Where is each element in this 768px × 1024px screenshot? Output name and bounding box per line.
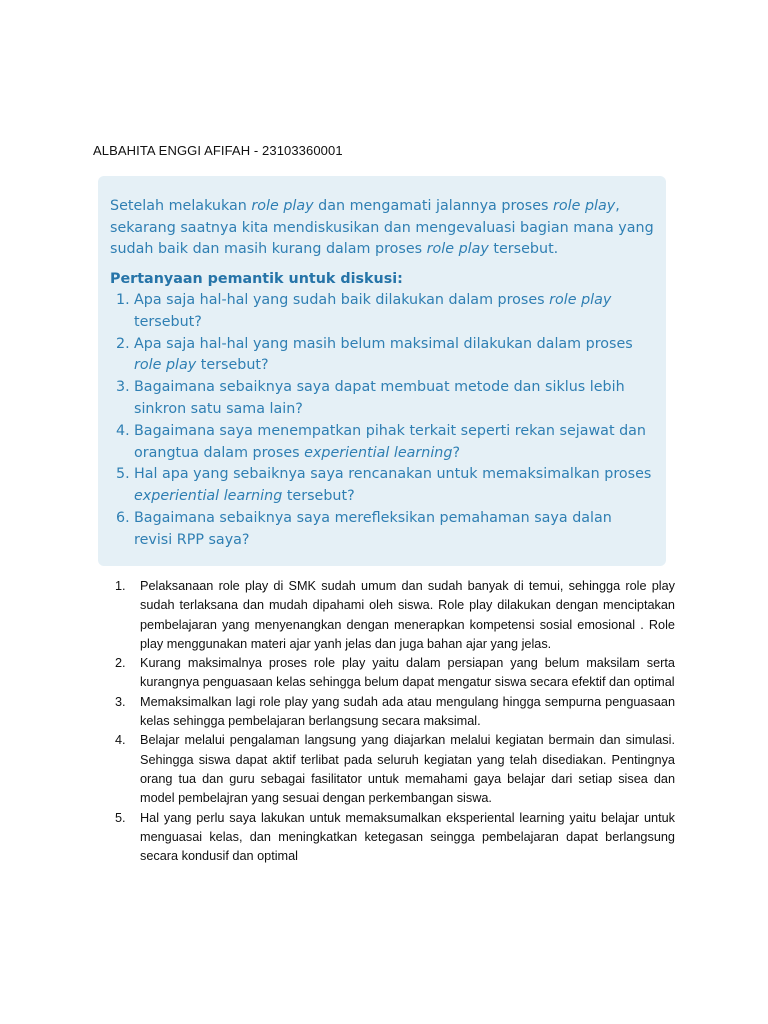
answer-number: 5. bbox=[115, 810, 126, 825]
prompt-intro bbox=[110, 196, 654, 261]
answer-item bbox=[115, 809, 675, 867]
question-number: 6. bbox=[116, 509, 130, 526]
question-number: 5. bbox=[116, 466, 130, 483]
answer-item bbox=[115, 731, 675, 808]
answer-text: Kurang maksimalnya proses role play yaitu dalam persiapan yang belum maksilam serta kurangnya penguasaan kelas sehingga belum dapat mengatur siswa secara efektif dan optimal bbox=[140, 656, 675, 690]
text-run: Apa saja hal-hal yang masih belum maksimal dilakukan dalam proses bbox=[134, 335, 633, 352]
italic-term: role play bbox=[426, 241, 489, 257]
answer-text: Pelaksanaan role play di SMK sudah umum dan sudah banyak di temui, sehingga role play sudah terlaksana dan mudah dipahami oleh siswa. Role play dilakukan dengan menciptakan pembelajaran yang menyenangkan dengan menerapkan kompetensi sosial emosional . Role play menggunakan materi ajar yanh jelas dan juga bahan ajar yang jelas. bbox=[140, 579, 675, 651]
questions-title: Pertanyaan pemantik untuk diskusi: bbox=[110, 270, 403, 287]
question-number: 4. bbox=[116, 422, 130, 439]
question-text bbox=[134, 423, 646, 461]
question-number: 2. bbox=[116, 335, 130, 352]
italic-term: role play bbox=[134, 357, 197, 374]
question-item bbox=[110, 464, 654, 508]
text-run: Bagaimana sebaiknya saya merefleksikan pemahaman saya dalan revisi RPP saya? bbox=[134, 509, 612, 548]
answer-text: Memaksimalkan lagi role play yang sudah ada atau mengulang hingga sempurna penguasaan kelas sehingga pembelajaran berlangsung secara maksimal. bbox=[140, 694, 675, 729]
answer-text: Belajar melalui pengalaman langsung yang diajarkan melalui kegiatan bermain dan simulasi. Sehingga siswa dapat aktif terlibat pada seluruh kegiatan yang telah disediakan. Pentingnya orang tua dan guru sebagai fasilitator untuk memahami gaya belajar dari setiap sisea dan model pembelajran yang sesuai dengan perkembangan siswa. bbox=[140, 733, 675, 806]
question-item bbox=[110, 334, 654, 378]
text-run: Hal apa yang sebaiknya saya rencanakan untuk memaksimalkan proses bbox=[134, 466, 652, 483]
question-number: 3. bbox=[116, 379, 130, 396]
text-run: tersebut? bbox=[196, 357, 269, 374]
answer-number: 4. bbox=[115, 733, 126, 748]
italic-term: experiential learning bbox=[304, 444, 453, 461]
answer-item bbox=[115, 693, 675, 732]
italic-term: role play bbox=[549, 292, 612, 308]
question-text bbox=[134, 466, 651, 504]
text-run: dan mengamati jalannya proses bbox=[313, 198, 553, 214]
text-run: tersebut? bbox=[282, 488, 355, 505]
italic-term: experiential learning bbox=[134, 488, 283, 505]
questions-list bbox=[110, 290, 654, 552]
reflection-prompt-box bbox=[98, 176, 666, 566]
text-run: Bagaimana sebaiknya saya dapat membuat metode dan siklus lebih sinkron satu sama lain? bbox=[134, 379, 625, 417]
question-item bbox=[110, 290, 654, 334]
answer-number: 2. bbox=[115, 656, 126, 671]
question-item bbox=[110, 508, 654, 552]
answer-number: 3. bbox=[115, 694, 126, 709]
answer-number: 1. bbox=[115, 579, 126, 593]
text-run: Apa saja hal-hal yang sudah baik dilakukan dalam proses bbox=[134, 292, 550, 308]
text-run: Setelah melakukan bbox=[110, 198, 252, 214]
italic-term: role play bbox=[251, 198, 314, 214]
text-run: , sekarang saatnya kita mendiskusikan dan mengevaluasi bagian mana yang sudah baik dan masih kurang dalam proses bbox=[110, 198, 654, 257]
text-run: tersebut? bbox=[134, 313, 202, 330]
answer-item bbox=[115, 654, 675, 693]
question-item bbox=[110, 377, 654, 421]
answer-text: Hal yang perlu saya lakukan untuk memaksumalkan eksperiental learning yaitu belajar untuk menguasai kelas, dan meningkatkan ketegasan seingga pembelajaran dapat berlangsung secara kondusif dan optimal bbox=[140, 810, 675, 864]
text-run: ? bbox=[452, 444, 461, 461]
question-item bbox=[110, 421, 654, 465]
question-text bbox=[134, 292, 611, 330]
text-run: tersebut. bbox=[488, 241, 559, 257]
answer-item bbox=[115, 577, 675, 654]
question-text bbox=[134, 336, 633, 374]
text-run: Bagaimana saya menempatkan pihak terkait seperti rekan sejawat dan orangtua dalam proses bbox=[134, 422, 646, 461]
question-text bbox=[134, 379, 625, 417]
question-text bbox=[134, 510, 612, 548]
question-number: 1. bbox=[116, 292, 130, 308]
italic-term: role play bbox=[553, 198, 616, 214]
answers-list bbox=[115, 577, 675, 866]
author-line: ALBAHITA ENGGI AFIFAH - 23103360001 bbox=[93, 143, 343, 158]
